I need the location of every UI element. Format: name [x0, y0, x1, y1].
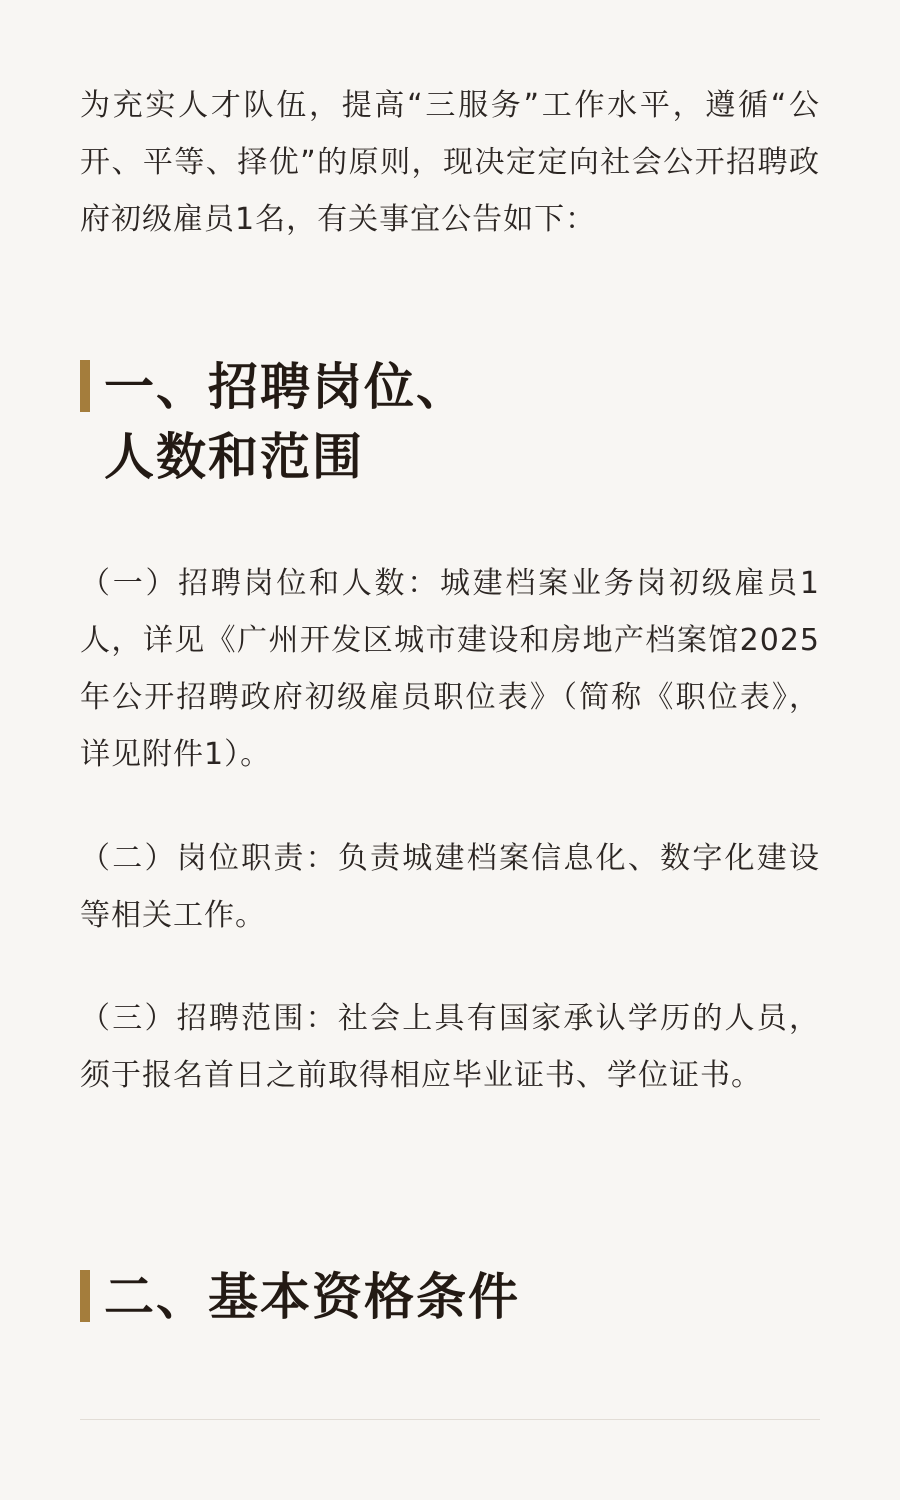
article-body [80, 0, 820, 1500]
section-accent-bar [80, 1270, 90, 1322]
bottom-divider [80, 1419, 820, 1420]
recruitment-position-paragraph: （一）招聘岗位和人数：城建档案业务岗初级雇员1人，详见《广州开发区城市建设和房地产档案馆2025年公开招聘政府初级雇员职位表》（简称《职位表》，详见附件1）。 [80, 566, 820, 772]
section-title-1-line1: 一、招聘岗位、 [104, 358, 468, 416]
section-title-2: 二、基本资格条件 [104, 1268, 520, 1326]
section-accent-bar [80, 360, 90, 412]
section-heading-1 [80, 352, 820, 492]
recruitment-scope-paragraph: （三）招聘范围：社会上具有国家承认学历的人员，须于报名首日之前取得相应毕业证书、学位证书。 [80, 1001, 820, 1093]
intro-paragraph: 为充实人才队伍，提高“三服务”工作水平，遵循“公开、平等、择优”的原则，现决定定向社会公开招聘政府初级雇员1名，有关事宜公告如下： [80, 88, 820, 237]
job-duties-paragraph: （二）岗位职责：负责城建档案信息化、数字化建设等相关工作。 [80, 841, 820, 933]
section-title-1 [104, 352, 468, 492]
section-title-1-line2: 人数和范围 [104, 428, 364, 486]
section-heading-2 [80, 1262, 820, 1334]
